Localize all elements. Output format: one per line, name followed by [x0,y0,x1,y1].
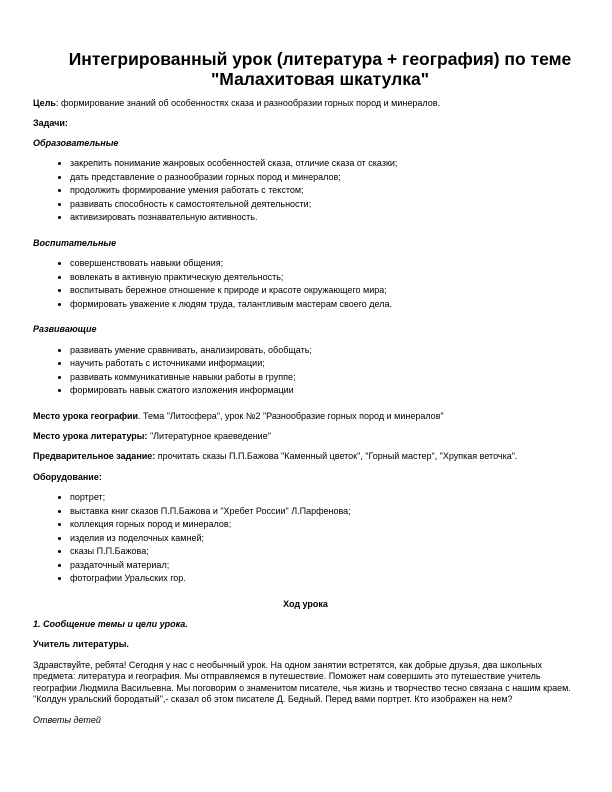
prelim-paragraph [33,451,578,462]
prelim-label: Предварительное задание: [33,451,156,462]
list-item: закрепить понимание жанровых особенностей сказа, отличие сказа от сказки; [33,157,578,171]
prelim-text: прочитать сказы П.П.Бажова "Каменный цветок", "Горный мастер", "Хрупкая веточка". [155,451,518,462]
teacher-label: Учитель литературы. [33,639,129,650]
educational-list [33,157,578,225]
list-item: развивать способность к самостоятельной деятельности; [33,198,578,212]
list-item: формировать навык сжатого изложения информации [33,384,578,398]
goal-paragraph [33,98,578,109]
upbringing-heading: Воспитательные [33,237,117,248]
step-heading: 1. Сообщение темы и цели урока. [33,619,188,630]
list-item: вовлекать в активную практическую деятельность; [33,271,578,285]
goal-label: Цель [33,98,56,108]
list-item: воспитывать бережное отношение к природе и красоте окружающего мира; [33,284,578,298]
document-title: Интегрированный урок (литература + география) по теме "Малахитовая шкатулка" [68,49,572,89]
geo-place-text: . Тема "Литосфера", урок №2 "Разнообразие горных пород и минералов" [138,410,444,421]
lit-place-text: "Литературное краеведение" [147,430,271,441]
list-item: научить работать с источниками информации; [33,357,578,371]
list-item: портрет; [33,491,578,505]
list-item: развивать коммуникативные навыки работы в группе; [33,371,578,385]
document-body [33,98,578,726]
upbringing-list [33,257,578,311]
answers-note: Ответы детей [33,714,101,725]
list-item: дать представление о разнообразии горных пород и минералов; [33,171,578,185]
list-item: изделия из поделочных камней; [33,532,578,546]
geo-place-paragraph [33,411,578,422]
list-item: сказы П.П.Бажова; [33,545,578,559]
equipment-heading: Оборудование: [33,471,102,482]
list-item: раздаточный материал; [33,559,578,573]
lit-place-paragraph [33,431,578,442]
list-item: формировать уважение к людям труда, талантливым мастерам своего дела. [33,298,578,312]
developing-heading: Развивающие [33,324,97,335]
geo-place-label: Место урока географии [33,410,139,421]
list-item: коллекция горных пород и минералов; [33,518,578,532]
lit-place-label: Место урока литературы: [33,430,148,441]
list-item: фотографии Уральских гор. [33,572,578,586]
teacher-speech: Здравствуйте, ребята! Сегодня у нас с необычный урок. На одном занятии встретятся, как добрые друзья, два школьных предмета: литература и география. Мы отправляемся в путешествие. Поможет нам совершить это путешествие учитель географии Людмила Васильевна. Мы поговорим о знаменитом писателе, чья жизнь и творчество тесно связана с нашим краем. "Колдун уральский бородатый",- сказал об этом писателе Д. Бедный. Перед вами портрет. Кто изображен на нем? [33,659,571,705]
list-item: совершенствовать навыки общения; [33,257,578,271]
list-item: продолжить формирование умения работать с текстом; [33,184,578,198]
list-item: выставка книг сказов П.П.Бажова и "Хребет России" Л.Парфенова; [33,505,578,519]
educational-heading: Образовательные [33,137,119,148]
list-item: развивать умение сравнивать, анализировать, обобщать; [33,344,578,358]
equipment-list [33,491,578,586]
list-item: активизировать познавательную активность. [33,211,578,225]
developing-list [33,344,578,398]
goal-text: : формирование знаний об особенностях сказа и разнообразии горных пород и минералов. [55,98,440,108]
tasks-label: Задачи: [33,118,68,129]
course-heading: Ход урока [283,598,328,609]
